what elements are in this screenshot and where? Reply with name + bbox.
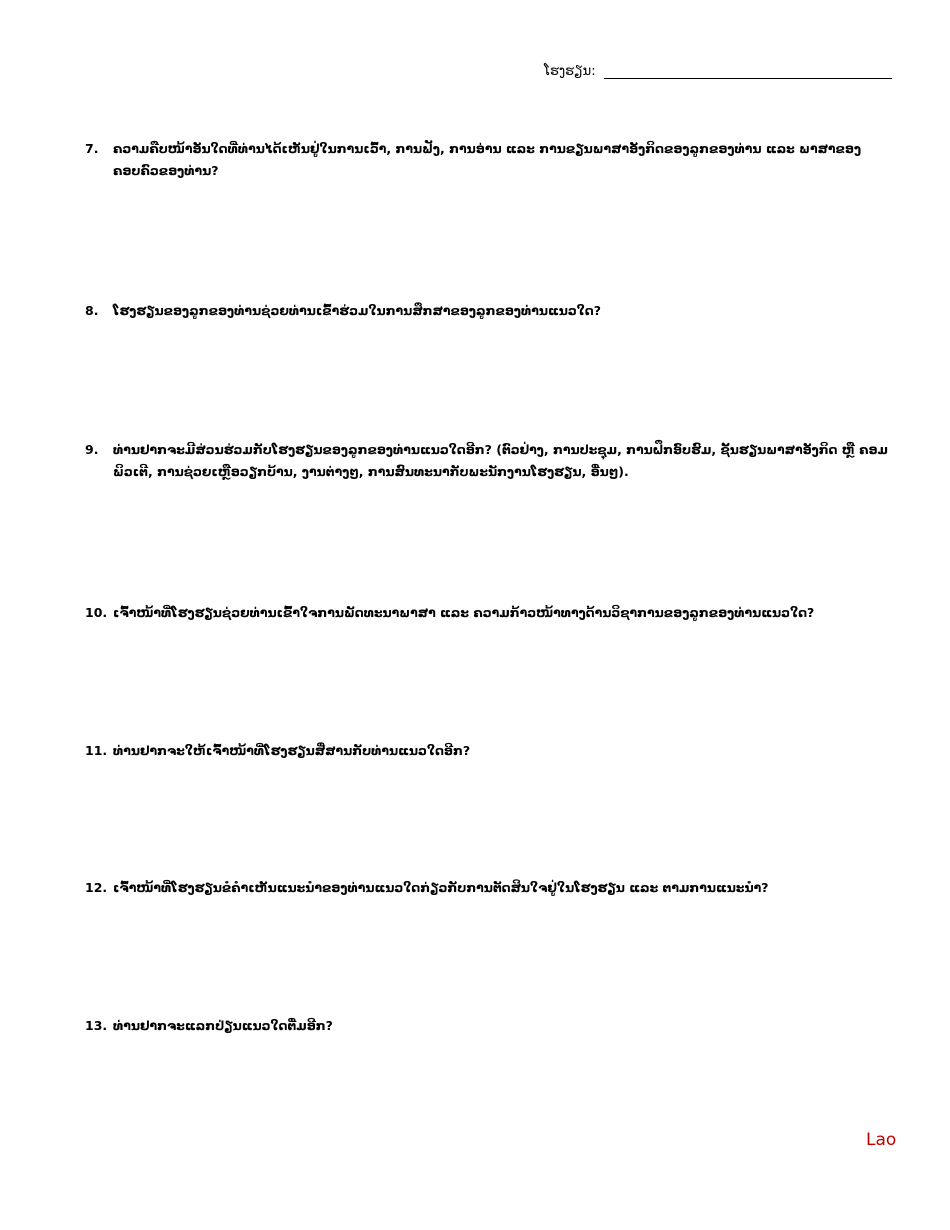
question-12 — [85, 877, 890, 899]
school-blank-line[interactable] — [604, 64, 892, 79]
school-label: ໂຮງຮຽນ: — [544, 64, 596, 79]
question-number: 10. — [85, 605, 108, 620]
question-11 — [85, 740, 890, 762]
question-9 — [85, 439, 890, 483]
question-number: 8. — [85, 303, 99, 318]
language-label: Lao — [866, 1130, 897, 1150]
question-10 — [85, 602, 890, 624]
question-text: ເຈົ້າໜ້າທີ່ໂຮງຮຽນຊ່ວຍທ່ານເຂົ້າໃຈການພັດທະນາພາສາ ແລະ ຄວາມກ້າວໜ້າທາງດ້ານວິຊາການຂອງລູກຂອງທ່ານແນວໃດ? — [113, 605, 815, 620]
question-13 — [85, 1015, 890, 1037]
question-text: ທ່ານຢາກຈະໃຫ້ເຈົ້າໜ້າທີ່ໂຮງຮຽນສື່ສານກັບທ່ານແນວໃດອີກ? — [113, 743, 471, 758]
question-number: 9. — [85, 442, 99, 457]
question-number: 7. — [85, 141, 99, 156]
question-text: ທ່ານຢາກຈະແລກປ່ຽນແນວໃດຕື່ມອີກ? — [113, 1018, 333, 1033]
question-text: ທ່ານຢາກຈະມີສ່ວນຮ່ວມກັບໂຮງຮຽນຂອງລູກຂອງທ່ານແນວໃດອີກ? (ຕົວຢ່າງ, ການປະຊຸມ, ການຝຶກອົບຮົມ, ຊັ້ນຮຽນພາສາອັງກິດ ຫຼື ຄອມພິວເຕີ, ການຊ່ວຍເຫຼືອວຽກບ້ານ, ງານຕ່າງໆ, ການສົນທະນາກັບພະນັກງານໂຮງຮຽນ, ອື່ນໆ). — [113, 442, 888, 479]
question-number: 13. — [85, 1018, 108, 1033]
question-8 — [85, 300, 890, 322]
question-number: 12. — [85, 880, 108, 895]
question-7 — [85, 138, 890, 182]
question-number: 11. — [85, 743, 108, 758]
question-text: ຄວາມຄືບໜ້າອັນໃດທີ່ທ່ານໄດ້ເຫັນຢູ່ໃນການເວົ້າ, ການຟັງ, ການອ່ານ ແລະ ການຂຽນພາສາອັງກິດຂອງລູກຂອງທ່ານ ແລະ ພາສາຂອງຄອບຄົວຂອງທ່ານ? — [113, 141, 862, 178]
question-text: ໂຮງຮຽນຂອງລູກຂອງທ່ານຊ່ວຍທ່ານເຂົ້າຮ່ວມໃນການສຶກສາຂອງລູກຂອງທ່ານແນວໃດ? — [113, 303, 601, 318]
question-text: ເຈົ້າໜ້າທີ່ໂຮງຮຽນຂໍຄຳເຫັນແນະນຳຂອງທ່ານແນວໃດກ່ຽວກັບການຕັດສິນໃຈຢູ່ໃນໂຮງຮຽນ ແລະ ຕາມການແນະນຳ? — [113, 880, 769, 895]
school-field — [544, 64, 892, 79]
